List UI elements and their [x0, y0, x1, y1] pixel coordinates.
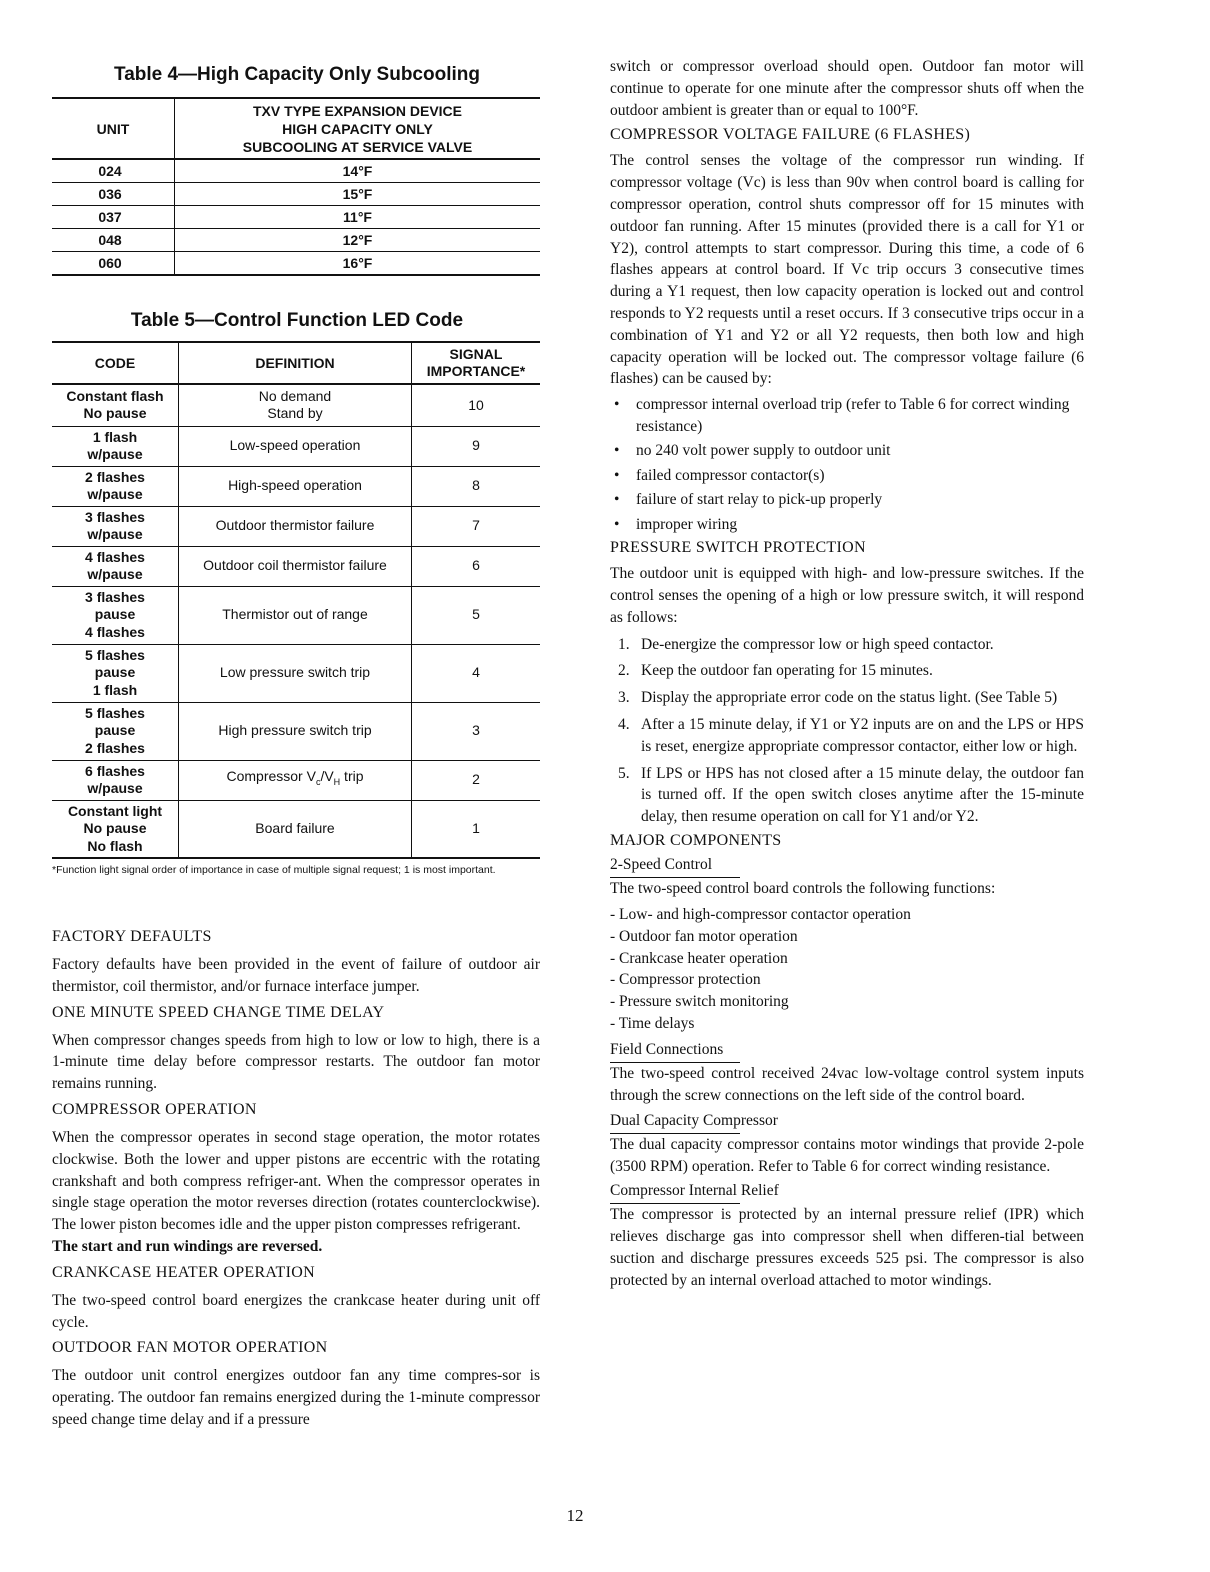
list-number: 4.: [618, 715, 630, 733]
paragraph: The two-speed control received 24vac low-voltage control system inputs through the screw connections on the left side of the control board.: [610, 1065, 1084, 1104]
unit-cell: 036: [52, 183, 175, 206]
code-cell: [52, 644, 179, 702]
table-footnote: *Function light signal order of importance in case of multiple signal request; 1 is most important.: [52, 864, 496, 876]
paragraph: The outdoor unit is equipped with high- and low-pressure switches. If the control senses the opening of a high or low pressure switch, it will respond as follows:: [610, 565, 1084, 626]
importance-cell: 4: [412, 644, 541, 702]
list-item: [610, 489, 1084, 511]
unit-cell: 048: [52, 229, 175, 252]
subcooling-cell: 11°F: [175, 206, 541, 229]
list-item: [610, 440, 1084, 462]
list-item: [610, 763, 1084, 828]
unit-cell: 037: [52, 206, 175, 229]
list-item: - Time delays: [610, 1015, 695, 1033]
list-item-text: compressor internal overload trip (refer to Table 6 for correct winding resistance): [636, 396, 1070, 435]
table-row: [52, 159, 540, 183]
subsection-heading: Compressor Internal Relief: [610, 1182, 779, 1200]
table-row: [52, 702, 540, 760]
column-header-line: SUBCOOLING AT SERVICE VALVE: [242, 138, 473, 155]
importance-cell: 5: [412, 586, 541, 644]
definition-cell: Outdoor thermistor failure: [179, 506, 412, 546]
table-row: [52, 384, 540, 426]
code-line: w/pause: [87, 526, 143, 542]
table-row: [52, 466, 540, 506]
left-text-column: [52, 928, 540, 1431]
definition-cell: Low-speed operation: [179, 426, 412, 466]
definition-line: No demand: [258, 387, 332, 404]
code-cell: [52, 586, 179, 644]
list-item-text: De-energize the compressor low or high speed contactor.: [641, 635, 994, 653]
code-cell: [52, 506, 179, 546]
definition-text: trip: [340, 768, 364, 785]
list-item-text: improper wiring: [636, 515, 738, 533]
definition-line: Stand by: [267, 405, 323, 422]
code-line: pause: [94, 664, 136, 681]
unit-cell: 060: [52, 252, 175, 276]
code-line: 2 flashes: [85, 739, 145, 756]
list-item: [610, 714, 1084, 758]
table-row: [52, 252, 540, 276]
code-line: pause: [94, 722, 136, 739]
list-item-text: no 240 volt power supply to outdoor unit: [636, 442, 891, 460]
code-line: 3 flashes: [85, 508, 145, 525]
list-item: - Low- and high-compressor contactor operation: [610, 905, 911, 923]
column-header-line: TXV TYPE EXPANSION DEVICE: [252, 102, 462, 119]
bullet-icon: •: [614, 466, 620, 484]
subcooling-cell: 16°F: [175, 252, 541, 276]
table-row: [52, 760, 540, 800]
section-heading: COMPRESSOR VOLTAGE FAILURE (6 FLASHES): [610, 126, 971, 144]
importance-cell: 3: [412, 702, 541, 760]
subcooling-table: [52, 97, 540, 276]
table-row: [52, 206, 540, 229]
code-line: w/pause: [87, 780, 143, 796]
list-item-text: After a 15 minute delay, if Y1 or Y2 inputs are on and the LPS or HPS is reset, energize appropriate compressor contactor, either low or high.: [641, 715, 1084, 755]
definition-subscript: c: [315, 777, 321, 788]
code-cell: [52, 426, 179, 466]
column-header-importance: [412, 342, 541, 384]
code-line: 4 flashes: [85, 623, 145, 640]
paragraph: The control senses the voltage of the compressor run winding. If compressor voltage (Vc) is less than 90v when control board is calling for compressor operation, control shuts compressor off for 15 minutes with outdoor fan running. After 15 minutes (provided there is a call for Y1 or Y2), control attempts to start compressor. During this time, a code of 6 flashes appears at control board. If Vc trip occurs 3 consecutive times during a Y1 request, then low capacity operation is locked out and control responds to Y2 requests until a reset occurs. If 3 consecutive trips occur in a combination of Y1 and Y2 or all Y2 requests, then both low and high capacity operation will be locked out. The compressor voltage failure (6 flashes) can be caused by:: [610, 152, 1084, 388]
table-row: [52, 644, 540, 702]
definition-cell: [179, 760, 412, 800]
list-item: [610, 394, 1084, 437]
code-line: 6 flashes: [85, 762, 145, 779]
code-line: 4 flashes: [85, 548, 145, 565]
paragraph-bold: The start and run windings are reversed.: [52, 1237, 323, 1255]
bullet-icon: •: [614, 396, 620, 414]
code-cell: [52, 546, 179, 586]
subsection-heading: 2-Speed Control: [610, 855, 713, 873]
subcooling-cell: 15°F: [175, 183, 541, 206]
code-line: No pause: [83, 820, 147, 836]
list-item-text: failed compressor contactor(s): [636, 466, 825, 484]
list-number: 1.: [618, 635, 630, 653]
code-line: w/pause: [87, 486, 143, 502]
subsection-heading: Dual Capacity Compressor: [610, 1111, 778, 1129]
paragraph: The two-speed control board controls the following functions:: [610, 879, 996, 897]
paragraph: The dual capacity compressor contains motor windings that provide 2-pole (3500 RPM) operation. Refer to Table 6 for correct winding resistance.: [610, 1135, 1084, 1175]
code-line: 1 flash: [92, 428, 138, 445]
table-row: [52, 546, 540, 586]
list-item: - Outdoor fan motor operation: [610, 927, 798, 945]
list-item-text: Keep the outdoor fan operating for 15 minutes.: [641, 662, 933, 680]
bullet-icon: •: [614, 491, 620, 509]
paragraph: switch or compressor overload should open. Outdoor fan motor will continue to operate for one minute after the compressor shuts off when the outdoor ambient is greater than or equal to 100°F.: [610, 58, 1084, 119]
list-number: 5.: [618, 764, 630, 782]
definition-cell: Thermistor out of range: [179, 586, 412, 644]
code-line: w/pause: [87, 566, 143, 582]
paragraph: When compressor changes speeds from high to low or low to high, there is a 1-minute time delay before compressor restarts. The outdoor fan motor remains running.: [52, 1031, 540, 1093]
subcooling-cell: 12°F: [175, 229, 541, 252]
list-item: [610, 660, 1084, 682]
column-header-line: IMPORTANCE*: [426, 363, 526, 379]
code-cell: [52, 702, 179, 760]
list-item-text: failure of start relay to pick-up properly: [636, 491, 883, 509]
list-item: [610, 465, 1084, 487]
section-heading: ONE MINUTE SPEED CHANGE TIME DELAY: [52, 1003, 385, 1021]
table-row: [52, 586, 540, 644]
code-line: 5 flashes: [85, 704, 145, 721]
importance-cell: 7: [412, 506, 541, 546]
paragraph: The outdoor unit control energizes outdoor fan any time compres-sor is operating. The outdoor fan remains energized during the 1-minute compressor speed change time delay and if a pressure: [52, 1367, 540, 1428]
column-header-definition: DEFINITION: [179, 342, 412, 384]
definition-cell: High pressure switch trip: [179, 702, 412, 760]
bullet-icon: •: [614, 515, 620, 533]
list-item-text: Display the appropriate error code on the status light. (See Table 5): [641, 689, 1058, 707]
column-header-code: CODE: [52, 342, 179, 384]
section-heading: CRANKCASE HEATER OPERATION: [52, 1263, 315, 1281]
paragraph: The compressor is protected by an internal pressure relief (IPR) which relieves discharge gas into compressor shell when differen-tial between suction and discharge pressures exceeds 525 psi. The compressor is also protected by an internal overload attached to motor windings.: [610, 1206, 1084, 1289]
definition-cell: Outdoor coil thermistor failure: [179, 546, 412, 586]
importance-cell: 9: [412, 426, 541, 466]
importance-cell: 1: [412, 800, 541, 858]
definition-subscript: H: [333, 777, 341, 788]
code-line: No pause: [83, 405, 147, 422]
paragraph: When the compressor operates in second stage operation, the motor rotates clockwise. Both the lower and upper pistons are eccentric with the rotating crankshaft and both compress refriger-ant. When the compressor operates in single stage operation the motor reverses direction (rotates counterclockwise). The lower piston becomes idle and the upper piston compresses refrigerant.: [52, 1128, 540, 1234]
code-cell: [52, 466, 179, 506]
list-number: 2.: [618, 662, 630, 680]
page-number: 12: [566, 1506, 584, 1525]
importance-cell: 10: [412, 384, 541, 426]
list-item: [610, 687, 1084, 709]
code-line: 5 flashes: [85, 646, 145, 663]
definition-text: Compressor V: [226, 768, 316, 785]
table5-title: Table 5—Control Function LED Code: [130, 310, 464, 331]
right-text-column: [610, 56, 1084, 1292]
importance-cell: 8: [412, 466, 541, 506]
list-item: [610, 514, 1084, 536]
column-header-unit: UNIT: [52, 98, 175, 159]
bullet-icon: •: [614, 442, 620, 460]
column-header-line: SIGNAL: [449, 346, 503, 362]
section-heading: MAJOR COMPONENTS: [610, 831, 782, 849]
table-row: [52, 426, 540, 466]
code-line: 2 flashes: [85, 468, 145, 485]
column-header-line: HIGH CAPACITY ONLY: [282, 120, 433, 137]
list-item: - Pressure switch monitoring: [610, 993, 789, 1011]
subcooling-cell: 14°F: [175, 159, 541, 183]
section-heading: FACTORY DEFAULTS: [52, 928, 212, 945]
definition-text: /V: [320, 768, 334, 785]
code-cell: [52, 384, 179, 426]
table-row: [52, 800, 540, 858]
code-line: pause: [94, 606, 136, 623]
paragraph: The two-speed control board energizes the crankcase heater during unit off cycle.: [52, 1291, 540, 1331]
definition-cell: Low pressure switch trip: [179, 644, 412, 702]
section-heading: PRESSURE SWITCH PROTECTION: [610, 539, 866, 557]
unit-cell: 024: [52, 159, 175, 183]
code-line: Constant light: [67, 802, 163, 819]
paragraph: Factory defaults have been provided in the event of failure of outdoor air thermistor, coil thermistor, and/or furnace interface jumper.: [52, 956, 540, 995]
table4-title: Table 4—High Capacity Only Subcooling: [114, 64, 480, 85]
list-item: [610, 634, 1084, 656]
subsection-heading: Field Connections: [610, 1041, 724, 1059]
table-row: [52, 229, 540, 252]
numbered-list: [610, 634, 1084, 828]
code-line: 3 flashes: [85, 588, 145, 605]
bullet-list: [610, 394, 1084, 535]
definition-cell: High-speed operation: [179, 466, 412, 506]
importance-cell: 2: [412, 760, 541, 800]
column-header-subcooling: [175, 98, 541, 159]
section-heading: OUTDOOR FAN MOTOR OPERATION: [52, 1339, 328, 1357]
code-cell: [52, 800, 179, 858]
definition-cell: Board failure: [179, 800, 412, 858]
code-line: w/pause: [87, 446, 143, 462]
importance-cell: 6: [412, 546, 541, 586]
table-row: [52, 506, 540, 546]
list-item: - Compressor protection: [610, 971, 761, 989]
code-line: 1 flash: [92, 681, 138, 698]
code-cell: [52, 760, 179, 800]
section-heading: COMPRESSOR OPERATION: [52, 1100, 257, 1118]
list-number: 3.: [618, 689, 630, 707]
code-line: No flash: [87, 837, 143, 854]
led-code-table: [52, 341, 540, 859]
code-line: Constant flash: [66, 387, 164, 404]
table-row: [52, 183, 540, 206]
definition-cell: [179, 384, 412, 426]
list-item-text: If LPS or HPS has not closed after a 15 minute delay, the outdoor fan is turned off. If the open switch closes anytime after the 15-minute delay, then resume operation on call for Y1 and/or Y2.: [641, 764, 1084, 826]
list-item: - Crankcase heater operation: [610, 949, 788, 967]
